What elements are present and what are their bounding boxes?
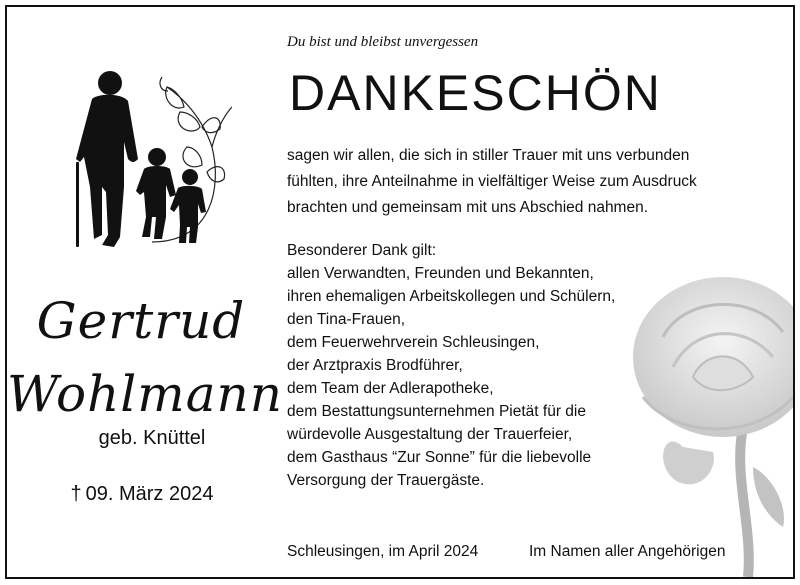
motto: Du bist und bleibst unvergessen — [287, 34, 479, 50]
obituary-card — [5, 5, 795, 579]
page-title: DANKESCHÖN — [289, 65, 662, 121]
thanks-item: dem Gasthaus “Zur Sonne” für die liebevolle — [287, 449, 592, 466]
maiden-name: geb. Knüttel — [98, 427, 206, 449]
death-date-line — [7, 483, 277, 506]
intro-line: sagen wir allen, die sich in stiller Trauer mit uns verbunden — [287, 147, 690, 164]
place-date: Schleusingen, im April 2024 — [287, 543, 479, 560]
intro-line: brachten und gemeinsam mit uns Abschied nahmen. — [287, 199, 649, 216]
thanks-heading: Besonderer Dank gilt: — [287, 242, 437, 259]
thanks-item: dem Feuerwehrverein Schleusingen, — [287, 334, 540, 351]
death-date: 09. März 2024 — [85, 483, 214, 505]
signature: Im Namen aller Angehörigen — [529, 543, 726, 560]
family-silhouette-icon — [62, 67, 232, 257]
thanks-item: der Arztpraxis Brodführer, — [287, 357, 463, 374]
first-name: Gertrud — [36, 292, 246, 350]
thanks-item: dem Bestattungsunternehmen Pietät für die — [287, 403, 586, 420]
thanks-list — [287, 239, 687, 492]
thanks-item: allen Verwandten, Freunden und Bekannten, — [287, 265, 594, 282]
thanks-item: Versorgung der Trauergäste. — [287, 472, 485, 489]
thanks-item: ihren ehemaligen Arbeitskollegen und Schülern, — [287, 288, 616, 305]
thanks-item: würdevolle Ausgestaltung der Trauerfeier, — [287, 426, 573, 443]
last-name: Wohlmann — [7, 365, 283, 423]
intro-line: fühlten, ihre Anteilnahme in vielfältiger Weise zum Ausdruck — [287, 173, 697, 190]
thanks-item: den Tina-Frauen, — [287, 311, 406, 328]
cross-icon: † — [70, 483, 82, 505]
thanks-item: dem Team der Adlerapotheke, — [287, 380, 494, 397]
intro-text — [287, 143, 760, 221]
